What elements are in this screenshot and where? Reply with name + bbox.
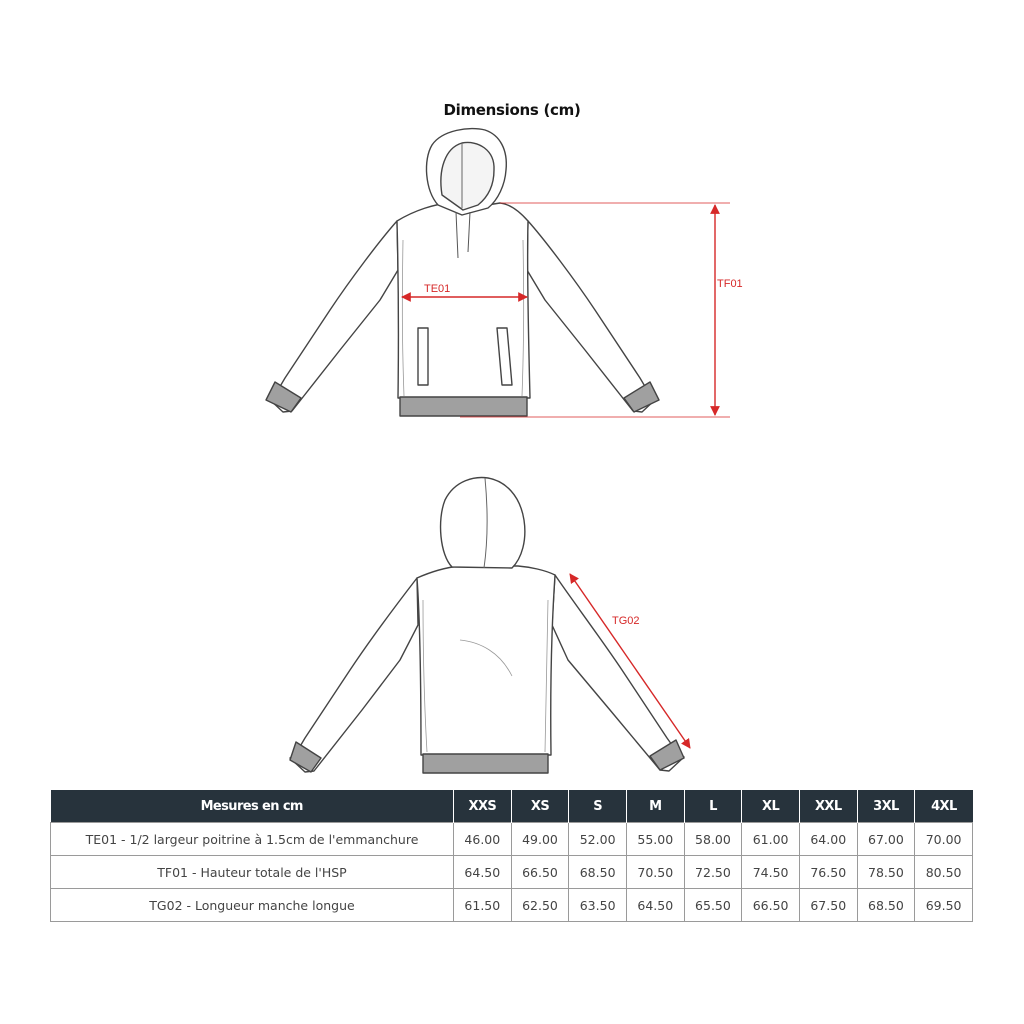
- table-cell: 67.00: [857, 823, 915, 856]
- page-title: Dimensions (cm): [443, 101, 581, 119]
- table-cell: 68.50: [857, 889, 915, 922]
- header-size: XL: [742, 790, 800, 823]
- header-size: M: [626, 790, 684, 823]
- row-label: TG02 - Longueur manche longue: [51, 889, 454, 922]
- table-cell: 80.50: [915, 856, 973, 889]
- front-waistband: [400, 397, 527, 416]
- header-size: L: [684, 790, 742, 823]
- front-left-pocket: [418, 328, 428, 385]
- table-cell: 64.50: [454, 856, 512, 889]
- header-size: S: [569, 790, 627, 823]
- back-body: [417, 566, 555, 755]
- table-row: [51, 889, 973, 922]
- table-cell: 55.00: [626, 823, 684, 856]
- table-cell: 58.00: [684, 823, 742, 856]
- table-cell: 64.00: [799, 823, 857, 856]
- hoodie-front: [266, 129, 659, 416]
- back-left-sleeve: [290, 578, 418, 772]
- table-cell: 66.50: [742, 889, 800, 922]
- table-cell: 65.50: [684, 889, 742, 922]
- table-cell: 61.50: [454, 889, 512, 922]
- table-cell: 67.50: [799, 889, 857, 922]
- table-cell: 61.00: [742, 823, 800, 856]
- table-cell: 70.50: [626, 856, 684, 889]
- header-size: XXL: [799, 790, 857, 823]
- table-cell: 66.50: [511, 856, 569, 889]
- back-right-sleeve: [552, 575, 684, 771]
- table-cell: 69.50: [915, 889, 973, 922]
- te01-label: TE01: [424, 283, 451, 295]
- header-size: 4XL: [915, 790, 973, 823]
- size-chart-table: [50, 790, 973, 922]
- table-cell: 63.50: [569, 889, 627, 922]
- table-cell: 70.00: [915, 823, 973, 856]
- table-cell: 64.50: [626, 889, 684, 922]
- header-size: 3XL: [857, 790, 915, 823]
- table-cell: 78.50: [857, 856, 915, 889]
- table-cell: 62.50: [511, 889, 569, 922]
- tf01-label: TF01: [717, 278, 743, 290]
- table-cell: 72.50: [684, 856, 742, 889]
- table-row: [51, 823, 973, 856]
- row-label: TE01 - 1/2 largeur poitrine à 1.5cm de l'emmanchure: [51, 823, 454, 856]
- table-cell: 52.00: [569, 823, 627, 856]
- header-size: XS: [511, 790, 569, 823]
- back-hood: [441, 478, 525, 568]
- table-cell: 76.50: [799, 856, 857, 889]
- front-left-sleeve: [268, 221, 398, 412]
- row-label: TF01 - Hauteur totale de l'HSP: [51, 856, 454, 889]
- table-cell: 68.50: [569, 856, 627, 889]
- table-cell: 49.00: [511, 823, 569, 856]
- table-row: [51, 856, 973, 889]
- table-header-row: [51, 790, 973, 823]
- front-right-sleeve: [527, 221, 657, 412]
- table-cell: 74.50: [742, 856, 800, 889]
- tg02-label: TG02: [612, 615, 640, 627]
- back-waistband: [423, 754, 548, 773]
- header-measure: Mesures en cm: [51, 790, 454, 823]
- table-cell: 46.00: [454, 823, 512, 856]
- header-size: XXS: [454, 790, 512, 823]
